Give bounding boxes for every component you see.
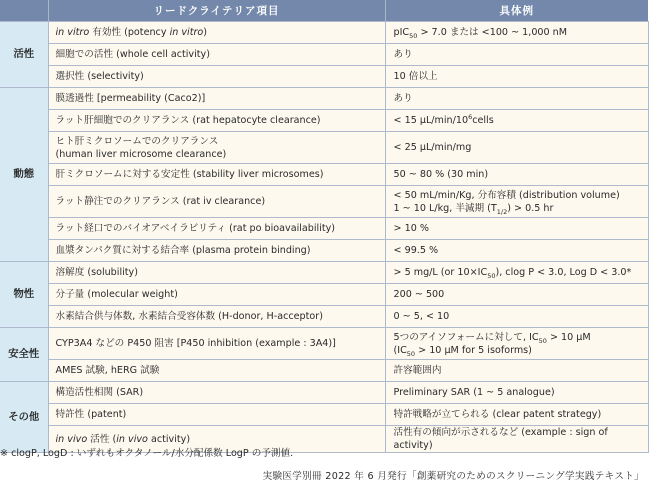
criteria-cell: 構造活性相関 (SAR): [48, 382, 385, 404]
example-cell: 特許戦略が立てられる (clear patent strategy): [385, 404, 648, 426]
header-criteria: リードクライテリア項目: [48, 0, 385, 22]
table-row: [0, 110, 648, 132]
example-cell: < 15 $\mu L/\min/10^6cells$: [385, 110, 648, 132]
criteria-cell: ラット経口でのバイオアベイラビリティ (rat po bioavailability): [48, 218, 385, 240]
example-cell: 0 ~ 5, < 10: [385, 306, 648, 328]
table-row: [0, 164, 648, 186]
criteria-cell: 肝ミクロソームに対する安定性 (stability liver microsomes): [48, 164, 385, 186]
example-cell: < 99.5 %: [385, 240, 648, 262]
example-cell: > 5 mg/L (or $10\times IC_{50}$), clog P < 3.0, Log D < 3.0*: [385, 262, 648, 284]
table-row: [0, 132, 648, 164]
table-row: [0, 284, 648, 306]
source-credit: 実験医学別冊 2022 年 6 月発行「創薬研究のためのスクリーニング学実践テキスト」: [262, 471, 644, 482]
table-row: [0, 360, 648, 382]
example-cell: 5つのアイソフォームに対して, $IC_{50} > 10$ μM ($IC_{50} > 10$ μM for 5 isoforms): [385, 328, 648, 360]
table-row: [0, 66, 648, 88]
criteria-cell: 細胞での活性 (whole cell activity): [48, 44, 385, 66]
category-activity: 活性: [0, 22, 48, 88]
category-physical-properties: 物性: [0, 262, 48, 328]
criteria-cell: in vivo 活性 (in vivo activity): [48, 426, 385, 453]
criteria-cell: CYP3A4 などの P450 阻害 [P450 inhibition (example : 3A4)]: [48, 328, 385, 360]
example-cell: 50 ~ 80 % (30 min): [385, 164, 648, 186]
table-row: [0, 218, 648, 240]
example-cell: あり: [385, 44, 648, 66]
table-row: [0, 44, 648, 66]
criteria-cell: 選択性 (selectivity): [48, 66, 385, 88]
criteria-cell: 溶解度 (solubility): [48, 262, 385, 284]
category-pharmacokinetics: 動態: [0, 88, 48, 262]
example-cell: < 25 μL/min/mg: [385, 132, 648, 164]
criteria-cell: 血漿タンパク質に対する結合率 (plasma protein binding): [48, 240, 385, 262]
criteria-cell: in vitro 有効性 (potency in vitro): [48, 22, 385, 44]
table-row: [0, 88, 648, 110]
table-row: [0, 240, 648, 262]
criteria-cell: ラット肝細胞でのクリアランス (rat hepatocyte clearance): [48, 110, 385, 132]
table-row: [0, 306, 648, 328]
criteria-cell: ヒト肝ミクロソームでのクリアランス (human liver microsome clearance): [48, 132, 385, 164]
table-row: [0, 328, 648, 360]
example-cell: 10 倍以上: [385, 66, 648, 88]
criteria-cell: ラット静注でのクリアランス (rat iv clearance): [48, 186, 385, 218]
header-category: [0, 0, 48, 22]
example-cell: Preliminary SAR (1 ~ 5 analogue): [385, 382, 648, 404]
example-cell: > 10 %: [385, 218, 648, 240]
footnote: ※ clogP, LogD : いずれもオクタノール/水分配係数 LogP の予測値.: [0, 448, 294, 459]
header-example: 具体例: [385, 0, 648, 22]
criteria-cell: 特許性 (patent): [48, 404, 385, 426]
criteria-cell: 水素結合供与体数, 水素結合受容体数 (H-donor, H-acceptor): [48, 306, 385, 328]
example-cell: < 50 mL/min/Kg, 分布容積 (distribution volume) 1 ~ 10 L/kg, 半減期 $(T_{1/2}) > 0.5$ hr: [385, 186, 648, 218]
category-safety: 安全性: [0, 328, 48, 382]
example-cell: pIC$_{50}$ > 7.0 または <100 ~ 1,000 nM: [385, 22, 648, 44]
example-cell: 許容範囲内: [385, 360, 648, 382]
category-other: その他: [0, 382, 48, 453]
example-cell: 活性有の傾向が示されるなど (example : sign of activity): [385, 426, 648, 453]
table-row: [0, 22, 648, 44]
table-row: [0, 262, 648, 284]
table-row: [0, 186, 648, 218]
criteria-cell: AMES 試験, hERG 試験: [48, 360, 385, 382]
criteria-cell: 膜透過性 [permeability (Caco2)]: [48, 88, 385, 110]
table-header-row: [0, 0, 648, 22]
example-cell: あり: [385, 88, 648, 110]
criteria-cell: 分子量 (molecular weight): [48, 284, 385, 306]
table-row: [0, 404, 648, 426]
table-row: [0, 382, 648, 404]
example-cell: 200 ~ 500: [385, 284, 648, 306]
